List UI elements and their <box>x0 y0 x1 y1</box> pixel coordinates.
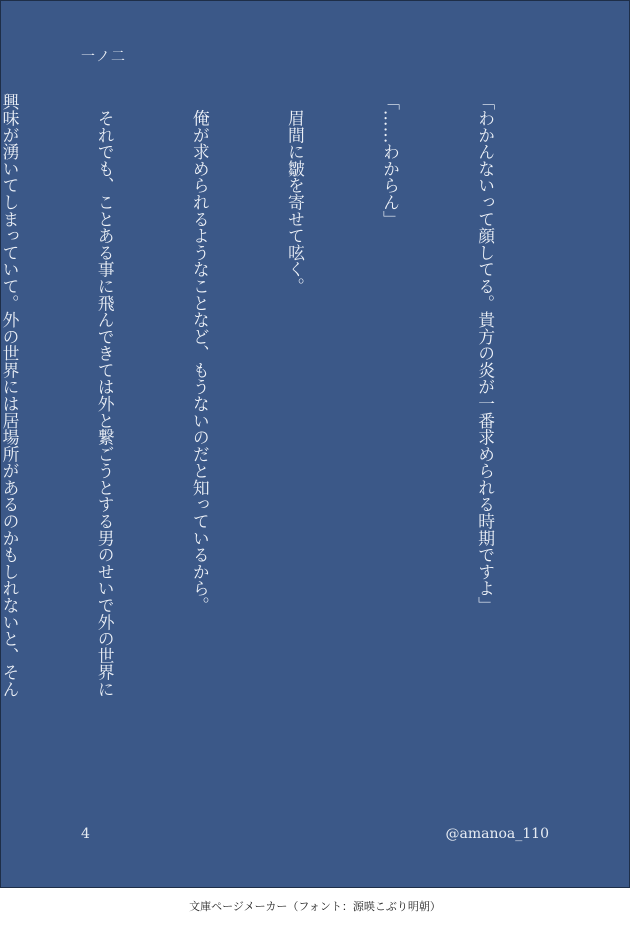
author-handle: @amanoa_110 <box>445 826 549 842</box>
generator-caption: 文庫ページメーカー（フォント：源暎こぶり明朝） <box>189 900 441 913</box>
page-number: 4 <box>81 826 90 842</box>
chapter-heading: 一ノ二 <box>81 49 126 65</box>
text-line: 眉間に皺を寄せて呟く。 <box>285 93 306 295</box>
text-line: 興味が湧いてしまっていて。外の世界には居場所があるのかもしれないと、そん <box>0 93 21 698</box>
text-line: 「わかんないって顔してる。貴方の炎が一番求められる時期ですよ」 <box>475 93 496 614</box>
text-line: 「……わからん」 <box>380 93 401 228</box>
vertical-body-text <box>0 93 564 793</box>
text-line: それでも、ことある事に飛んできては外と繋ごうとする男のせいで外の世界に <box>95 93 116 698</box>
text-line: 俺が求められるようなことなど、もうないのだと知っているから。 <box>190 93 211 614</box>
